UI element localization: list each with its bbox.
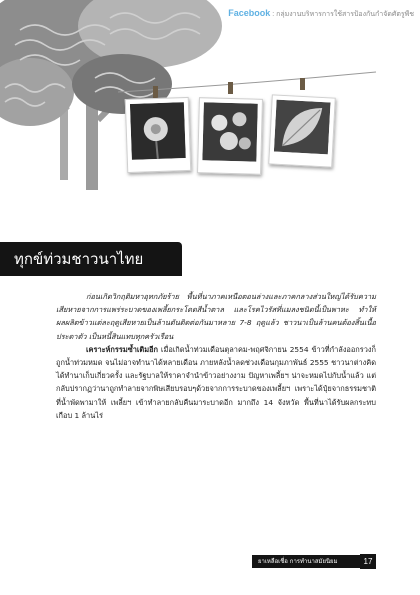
leaf-photo-icon — [274, 100, 331, 155]
paragraph-2-lead: เคราะห์กรรมซ้ำเติมอีก — [86, 344, 158, 354]
article-paragraph-1: ก่อนเกิดวิกฤติมหาอุทกภัยร้าย พื้นที่นาภาคเหนือตอนล่างและภาคกลางส่วนใหญ่ได้รับความเสียหายจากการแพร่ระบาดของเพลี้ยกระโดดสีน้ำตาล และโรคไวรัสที่แมลงชนิดนี้เป็นพาหะ ทำให้ผลผลิตข้าวแต่ละฤดูเสียหายเป็นล้านตันติดต่อกันมาหลาย 7-8 ฤดูแล้ว ชาวนาเป็นล้านคนต้องสิ้นเนื้อประดาตัว เป็นหนี้สินแทบทุกครัวเรือน — [56, 292, 376, 341]
leaf-photo — [268, 94, 336, 167]
flower-photo-2 — [197, 97, 263, 175]
paragraph-2-text: เมื่อเกิดน้ำท่วมเดือนตุลาคม-พฤศจิกายน 2554 ข้าวที่กำลังออกรวงก็ถูกน้ำท่วมหมด จนไม่อาจทำนาได้หลายเดือน ภายหลังน้ำลดช่วงเดือนกุมภาพันธ์ 2555 ชาวนาต่างคิดได้ทำนาเก็บเกี่ยวครั้ง และรัฐบาลให้ราคาจำนำข้าวอย่างงาม ปัญหาเพลี้ยฯ น่าจะหมดไปกับน้ำแล้ว แต่กลับปรากฏว่านาถูกทำลายจากพิษเสียบรอบๆด้วยจากการระบาดของเพลี้ยฯ เพราะได้ปุ๋ยจากธรรมชาติที่น้ำพัดพามาให้ เพลี้ยฯ เข้าทำลายกลับคืนมาระบาดอีก มากถึง 14 จังหวัด พื้นที่นาได้รับผลกระทบเกือบ 1 ล้านไร่ — [56, 344, 376, 420]
article-title: ทุกข์ท่วมชาวนาไทย — [0, 242, 182, 276]
flower-photo-1 — [125, 97, 192, 173]
group-name[interactable]: กลุ่มงานบริหารการใช้สารป้องกันกำจัดศัตรูพืช — [276, 11, 414, 18]
flower-photo-icon — [202, 102, 257, 161]
footer-book-title: ยาเหลือเชื่อ การทำนาสมัยนิยม — [252, 555, 376, 568]
header-separator: : — [272, 11, 275, 18]
facebook-brand[interactable]: Facebook — [228, 8, 271, 18]
article-body — [56, 290, 376, 422]
page-number: 17 — [360, 554, 376, 569]
flower-photo-icon — [130, 102, 186, 160]
article-paragraph-2 — [56, 343, 376, 422]
